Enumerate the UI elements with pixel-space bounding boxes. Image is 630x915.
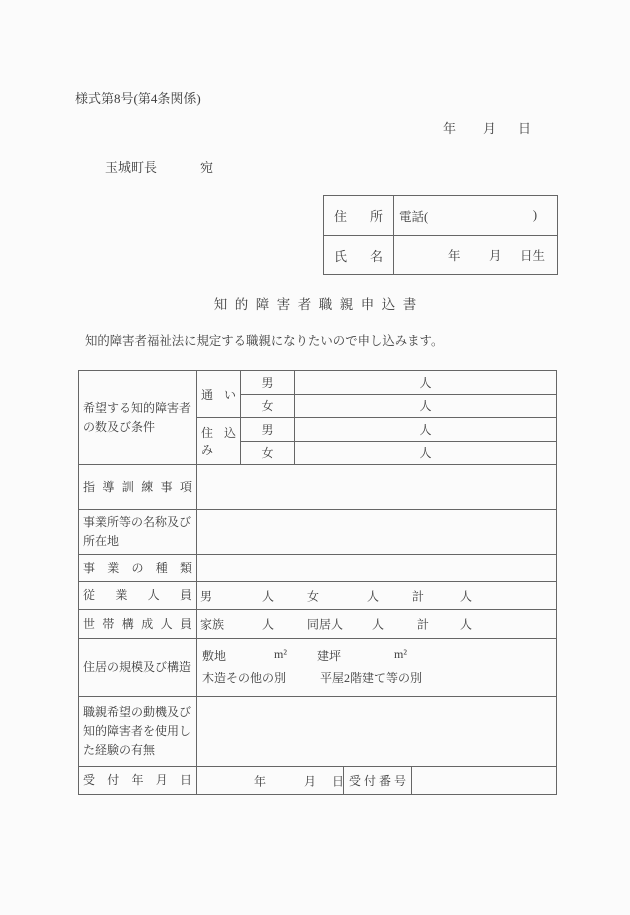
reception-date-cell	[196, 767, 343, 794]
address-label: 住所	[334, 209, 383, 224]
reception-row	[79, 766, 556, 794]
residence-row	[79, 638, 556, 696]
name-label: 氏名	[334, 248, 383, 264]
residence-label-cell	[79, 639, 196, 696]
employees-label-cell	[79, 582, 196, 609]
residence-floor-unit: m²	[394, 647, 407, 661]
household-input-area	[196, 610, 556, 638]
employees-female-label: 女	[307, 589, 320, 603]
motivation-label-cell	[79, 697, 196, 766]
address-label-cell	[324, 196, 394, 235]
commute-male-row	[240, 371, 556, 394]
household-row	[79, 609, 556, 638]
livein-male-count-cell: 人	[294, 418, 556, 441]
employees-input-area	[196, 582, 556, 609]
training-row	[79, 464, 556, 509]
addressee-suffix: 宛	[200, 160, 214, 175]
household-total-label: 計	[417, 617, 430, 632]
name-row	[324, 235, 557, 274]
birth-month-label: 月	[489, 249, 502, 263]
livein-male-label: 男	[240, 418, 294, 441]
applicants-label: 希望する知的障害者の数及び条件	[83, 400, 192, 434]
phone-field	[394, 196, 557, 235]
issue-day-label: 日	[518, 121, 532, 136]
employees-label: 従業人員	[83, 588, 192, 602]
motivation-input-area	[196, 697, 556, 766]
residence-material-label: 木造その他の別	[202, 671, 287, 685]
training-label: 指導訓練事項	[83, 479, 192, 494]
form-number: 様式第8号(第4条関係)	[75, 91, 201, 106]
business-label-cell	[79, 555, 196, 581]
residence-label: 住居の規模及び構造	[83, 660, 192, 674]
residence-stories-label: 平屋2階建て等の別	[320, 671, 423, 685]
business-row	[79, 554, 556, 581]
training-input-area	[196, 465, 556, 509]
residence-input-area	[196, 639, 556, 696]
commute-male-label: 男	[240, 371, 294, 394]
livein-male-row	[240, 418, 556, 441]
livein-group	[197, 417, 556, 464]
birthdate-field	[394, 236, 557, 274]
household-cohabit-label: 同居人	[307, 617, 344, 632]
training-label-cell	[79, 465, 196, 509]
employees-total-unit: 人	[460, 589, 473, 603]
employees-male-label: 男	[200, 589, 213, 603]
application-table	[78, 370, 557, 795]
commute-group	[197, 371, 556, 417]
applicants-label-cell	[79, 371, 196, 464]
reception-label-cell	[79, 767, 196, 794]
livein-female-row	[240, 441, 556, 465]
livein-label: 住込み	[201, 426, 236, 457]
commute-label: 通い	[201, 387, 236, 402]
phone-close-paren: )	[532, 208, 537, 222]
household-cohabit-unit: 人	[372, 617, 385, 632]
residence-site-unit: m²	[274, 647, 287, 661]
motivation-label: 職親希望の動機及び知的障害者を使用した経験の有無	[83, 705, 192, 757]
address-field	[394, 196, 557, 235]
household-label: 世帯構成人員	[83, 616, 192, 631]
commute-male-count-cell: 人	[294, 371, 556, 394]
name-label-cell	[324, 236, 394, 274]
commute-female-label: 女	[240, 395, 294, 418]
employees-female-unit: 人	[367, 589, 380, 603]
reception-day-label: 日	[332, 774, 345, 788]
employees-row	[79, 581, 556, 609]
motivation-row	[79, 696, 556, 766]
livein-female-count-cell: 人	[294, 442, 556, 465]
applicants-row	[79, 371, 556, 464]
addressee-name: 玉城町長	[105, 160, 158, 175]
applicants-detail	[196, 371, 556, 464]
business-input-area	[196, 555, 556, 581]
livein-female-label: 女	[240, 442, 294, 465]
reception-number-label: 受付番号	[349, 774, 406, 788]
reception-number-label-cell	[343, 767, 411, 794]
office-label-cell	[79, 510, 196, 554]
commute-female-row	[240, 394, 556, 418]
birth-day-label: 日生	[520, 249, 546, 263]
residence-site-label: 敷地	[202, 649, 227, 663]
reception-year-label: 年	[254, 774, 267, 788]
residence-floor-label: 建坪	[317, 649, 342, 663]
issue-month-label: 月	[483, 121, 497, 136]
employees-male-unit: 人	[262, 589, 275, 603]
reception-month-label: 月	[304, 774, 317, 788]
office-input-area	[196, 510, 556, 554]
reception-label: 受付年月日	[83, 773, 192, 787]
reception-number-input-area	[411, 767, 556, 794]
document-title: 知的障害者職親申込書	[213, 297, 424, 312]
issue-year-label: 年	[443, 121, 457, 136]
household-family-unit: 人	[262, 617, 275, 632]
office-row	[79, 509, 556, 554]
applicant-info-box	[323, 195, 558, 275]
household-family-label: 家族	[200, 617, 225, 632]
address-row	[324, 196, 557, 235]
phone-open-paren: 電話(	[399, 209, 429, 224]
employees-total-label: 計	[412, 589, 425, 603]
issue-date-line	[443, 118, 538, 134]
commute-label-cell	[197, 371, 240, 417]
household-total-unit: 人	[460, 617, 473, 632]
birth-year-label: 年	[448, 249, 461, 263]
business-label: 事業の種類	[83, 560, 192, 575]
addressee-line	[105, 157, 245, 173]
household-label-cell	[79, 610, 196, 638]
commute-female-count-cell: 人	[294, 395, 556, 418]
intro-text: 知的障害者福祉法に規定する職親になりたいので申し込みます。	[85, 334, 444, 348]
office-label: 事業所等の名称及び所在地	[83, 515, 192, 548]
livein-label-cell	[197, 418, 240, 464]
